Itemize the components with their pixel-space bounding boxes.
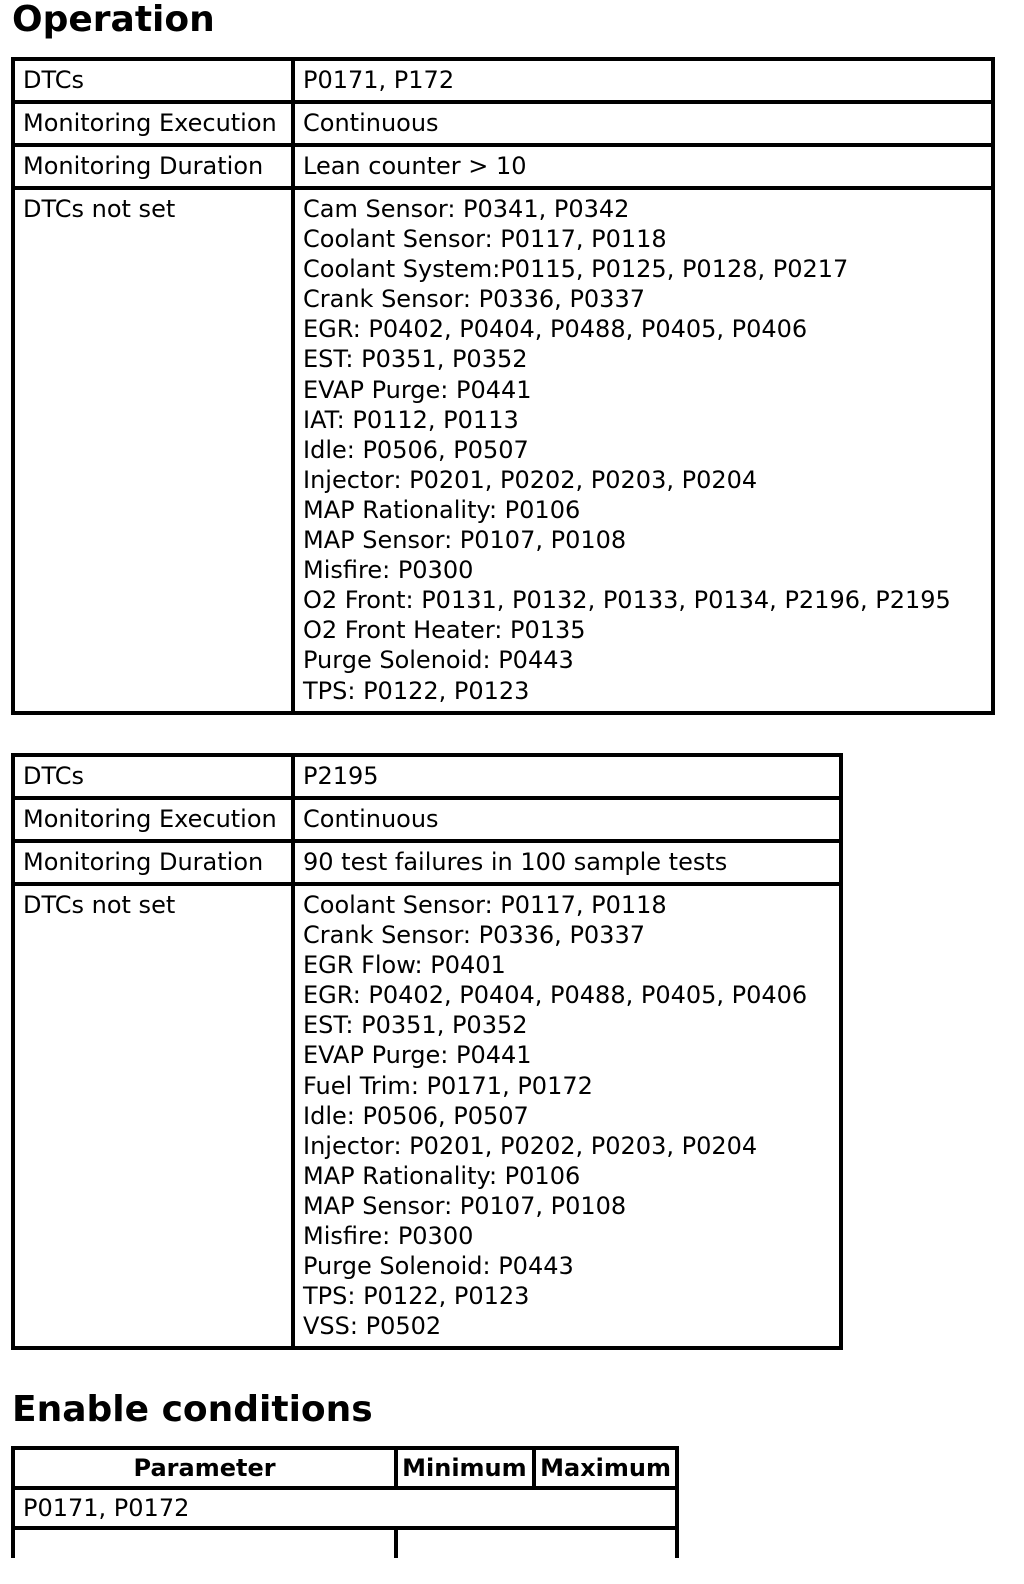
table-header-row (13, 1448, 677, 1488)
table-row (13, 188, 993, 713)
list-item: O2 Front: P0131, P0132, P0133, P0134, P2196, P2195 (303, 586, 951, 615)
monitoring-duration-label: Monitoring Duration (13, 145, 293, 188)
list-item: TPS: P0122, P0123 (303, 676, 530, 705)
list-item: TPS: P0122, P0123 (303, 1282, 530, 1311)
table-row (13, 841, 841, 884)
minimum-header: Minimum (396, 1448, 534, 1488)
table-row (13, 1488, 677, 1528)
list-item: MAP Rationality: P0106 (303, 1161, 581, 1190)
dtcs-not-set-value (293, 188, 993, 713)
list-item: EGR Flow: P0401 (303, 951, 506, 980)
list-item: Misfire: P0300 (303, 556, 474, 585)
monitoring-execution-label: Monitoring Execution (13, 102, 293, 145)
list-item: EVAP Purge: P0441 (303, 375, 532, 404)
list-item: Purge Solenoid: P0443 (303, 1252, 574, 1281)
list-item: EGR: P0402, P0404, P0488, P0405, P0406 (303, 315, 808, 344)
list-item: Fuel Trim: P0171, P0172 (303, 1071, 593, 1100)
list-item: Misfire: P0300 (303, 1222, 474, 1251)
monitoring-execution-value: Continuous (293, 102, 993, 145)
table-row (13, 884, 841, 1348)
list-item: Cam Sensor: P0341, P0342 (303, 195, 630, 223)
table-cell (396, 1528, 677, 1558)
monitoring-execution-value: Continuous (293, 798, 841, 841)
dtcs-not-set-list (303, 890, 833, 1341)
list-item: Injector: P0201, P0202, P0203, P0204 (303, 465, 758, 494)
table-cell (13, 1528, 396, 1558)
table-row (13, 145, 993, 188)
operation-heading: Operation (12, 0, 215, 40)
dtcs-label: DTCs (13, 59, 293, 102)
list-item: Injector: P0201, P0202, P0203, P0204 (303, 1131, 758, 1160)
list-item: Crank Sensor: P0336, P0337 (303, 921, 645, 950)
dtcs-label: DTCs (13, 755, 293, 798)
dtcs-not-set-label: DTCs not set (13, 884, 293, 1348)
list-item: Idle: P0506, P0507 (303, 1101, 529, 1130)
table-row (13, 102, 993, 145)
list-item: EGR: P0402, P0404, P0488, P0405, P0406 (303, 981, 808, 1010)
dtcs-value: P2195 (293, 755, 841, 798)
operation-table-1 (11, 57, 995, 715)
list-item: VSS: P0502 (303, 1312, 442, 1341)
monitoring-duration-label: Monitoring Duration (13, 841, 293, 884)
list-item: Coolant System:P0115, P0125, P0128, P0217 (303, 255, 849, 284)
table-row (13, 798, 841, 841)
list-item: MAP Sensor: P0107, P0108 (303, 526, 627, 555)
dtcs-value: P0171, P172 (293, 59, 993, 102)
list-item: IAT: P0112, P0113 (303, 405, 519, 434)
table-row (13, 1528, 677, 1558)
list-item: Idle: P0506, P0507 (303, 435, 529, 464)
operation-table-2 (11, 753, 843, 1350)
enable-conditions-heading: Enable conditions (12, 1389, 373, 1430)
maximum-header: Maximum (534, 1448, 677, 1488)
list-item: Coolant Sensor: P0117, P0118 (303, 225, 667, 254)
list-item: Coolant Sensor: P0117, P0118 (303, 891, 667, 919)
list-item: MAP Rationality: P0106 (303, 495, 581, 524)
dtcs-not-set-label: DTCs not set (13, 188, 293, 713)
table-row (13, 59, 993, 102)
monitoring-duration-value: Lean counter > 10 (293, 145, 993, 188)
list-item: O2 Front Heater: P0135 (303, 616, 586, 645)
table-row (13, 755, 841, 798)
parameter-header: Parameter (13, 1448, 396, 1488)
dtcs-not-set-list (303, 194, 985, 706)
list-item: EVAP Purge: P0441 (303, 1041, 532, 1070)
list-item: Crank Sensor: P0336, P0337 (303, 285, 645, 314)
monitoring-duration-value: 90 test failures in 100 sample tests (293, 841, 841, 884)
parameter-group-label: P0171, P0172 (13, 1488, 677, 1528)
list-item: Purge Solenoid: P0443 (303, 646, 574, 675)
monitoring-execution-label: Monitoring Execution (13, 798, 293, 841)
list-item: MAP Sensor: P0107, P0108 (303, 1191, 627, 1220)
list-item: EST: P0351, P0352 (303, 345, 528, 374)
dtcs-not-set-value (293, 884, 841, 1348)
list-item: EST: P0351, P0352 (303, 1011, 528, 1040)
enable-conditions-table (11, 1446, 679, 1558)
